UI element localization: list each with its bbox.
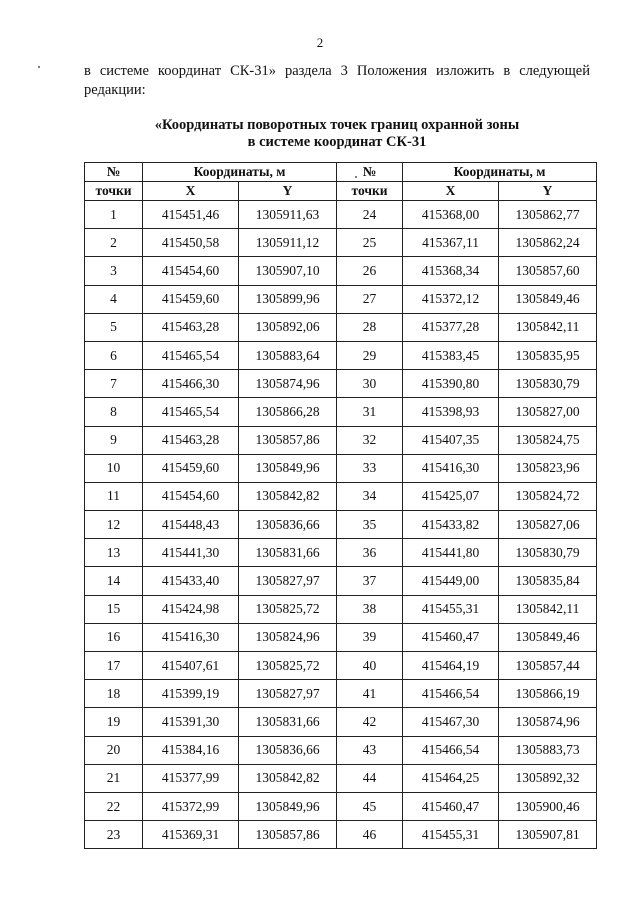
cell-point-number: 2	[85, 229, 143, 257]
table-title-line-2: в системе координат СК-31	[247, 134, 427, 150]
cell-point-number: 8	[85, 398, 143, 426]
cell-x-value: 415399,19	[143, 680, 239, 708]
cell-x-value: 415433,82	[403, 511, 499, 539]
cell-point-number: 25	[337, 229, 403, 257]
table-row	[85, 398, 597, 426]
table-row	[85, 652, 597, 680]
table-row	[85, 708, 597, 736]
cell-y-value: 1305824,72	[499, 482, 597, 510]
cell-y-value: 1305827,97	[239, 567, 337, 595]
cell-y-value: 1305830,79	[499, 370, 597, 398]
table-row	[85, 511, 597, 539]
cell-point-number: 11	[85, 482, 143, 510]
cell-x-value: 415367,11	[403, 229, 499, 257]
cell-point-number: 3	[85, 257, 143, 285]
cell-point-number: 7	[85, 370, 143, 398]
table-row	[85, 341, 597, 369]
cell-y-value: 1305836,66	[239, 511, 337, 539]
cell-point-number: 45	[337, 792, 403, 820]
cell-point-number: 1	[85, 201, 143, 229]
cell-x-value: 415454,60	[143, 482, 239, 510]
cell-x-value: 415425,07	[403, 482, 499, 510]
cell-x-value: 415368,00	[403, 201, 499, 229]
table-row	[85, 201, 597, 229]
cell-y-value: 1305842,11	[499, 313, 597, 341]
header-y-right: Y	[499, 182, 597, 201]
cell-y-value: 1305900,46	[499, 792, 597, 820]
header-point-number-right: №	[337, 163, 403, 182]
cell-point-number: 36	[337, 539, 403, 567]
cell-point-number: 41	[337, 680, 403, 708]
cell-x-value: 415377,99	[143, 764, 239, 792]
cell-x-value: 415407,61	[143, 652, 239, 680]
cell-x-value: 415466,30	[143, 370, 239, 398]
coordinates-table-body	[85, 201, 597, 849]
cell-x-value: 415464,19	[403, 652, 499, 680]
table-row	[85, 482, 597, 510]
cell-y-value: 1305824,75	[499, 426, 597, 454]
cell-y-value: 1305830,79	[499, 539, 597, 567]
cell-point-number: 15	[85, 595, 143, 623]
scan-speck	[38, 66, 40, 68]
cell-point-number: 31	[337, 398, 403, 426]
cell-x-value: 415372,99	[143, 792, 239, 820]
cell-y-value: 1305883,73	[499, 736, 597, 764]
cell-y-value: 1305825,72	[239, 652, 337, 680]
cell-x-value: 415416,30	[143, 623, 239, 651]
cell-point-number: 24	[337, 201, 403, 229]
cell-point-number: 46	[337, 821, 403, 849]
cell-point-number: 27	[337, 285, 403, 313]
cell-y-value: 1305849,46	[499, 285, 597, 313]
cell-point-number: 5	[85, 313, 143, 341]
cell-point-number: 17	[85, 652, 143, 680]
cell-y-value: 1305883,64	[239, 341, 337, 369]
cell-x-value: 415424,98	[143, 595, 239, 623]
cell-point-number: 12	[85, 511, 143, 539]
cell-point-number: 13	[85, 539, 143, 567]
cell-y-value: 1305899,96	[239, 285, 337, 313]
cell-x-value: 415465,54	[143, 341, 239, 369]
cell-y-value: 1305827,06	[499, 511, 597, 539]
table-row	[85, 426, 597, 454]
cell-y-value: 1305849,96	[239, 454, 337, 482]
cell-x-value: 415433,40	[143, 567, 239, 595]
header-coordinates-left: Координаты, м	[143, 163, 337, 182]
scan-speck	[355, 176, 357, 178]
cell-y-value: 1305824,96	[239, 623, 337, 651]
cell-y-value: 1305857,44	[499, 652, 597, 680]
cell-x-value: 415372,12	[403, 285, 499, 313]
cell-x-value: 415448,43	[143, 511, 239, 539]
cell-point-number: 19	[85, 708, 143, 736]
cell-point-number: 34	[337, 482, 403, 510]
cell-y-value: 1305862,77	[499, 201, 597, 229]
cell-x-value: 415460,47	[403, 623, 499, 651]
cell-x-value: 415454,60	[143, 257, 239, 285]
cell-x-value: 415459,60	[143, 285, 239, 313]
table-row	[85, 764, 597, 792]
cell-x-value: 415390,80	[403, 370, 499, 398]
cell-y-value: 1305849,46	[499, 623, 597, 651]
cell-y-value: 1305835,95	[499, 341, 597, 369]
header-point-number-left: №	[85, 163, 143, 182]
cell-y-value: 1305874,96	[499, 708, 597, 736]
page-number: 2	[316, 35, 324, 50]
cell-point-number: 37	[337, 567, 403, 595]
cell-y-value: 1305911,12	[239, 229, 337, 257]
table-header-row-1	[85, 163, 597, 182]
table-row	[85, 680, 597, 708]
cell-x-value: 415407,35	[403, 426, 499, 454]
cell-point-number: 42	[337, 708, 403, 736]
cell-point-number: 16	[85, 623, 143, 651]
table-row	[85, 623, 597, 651]
cell-point-number: 39	[337, 623, 403, 651]
table-row	[85, 567, 597, 595]
cell-x-value: 415369,31	[143, 821, 239, 849]
cell-y-value: 1305831,66	[239, 708, 337, 736]
table-row	[85, 313, 597, 341]
cell-y-value: 1305835,84	[499, 567, 597, 595]
header-x-right: X	[403, 182, 499, 201]
table-row	[85, 539, 597, 567]
cell-y-value: 1305907,10	[239, 257, 337, 285]
cell-y-value: 1305911,63	[239, 201, 337, 229]
cell-x-value: 415466,54	[403, 736, 499, 764]
coordinates-table	[84, 162, 597, 849]
cell-point-number: 40	[337, 652, 403, 680]
table-row	[85, 285, 597, 313]
cell-x-value: 415459,60	[143, 454, 239, 482]
cell-y-value: 1305831,66	[239, 539, 337, 567]
cell-y-value: 1305827,00	[499, 398, 597, 426]
cell-point-number: 44	[337, 764, 403, 792]
header-point-label-left: точки	[85, 182, 143, 201]
cell-y-value: 1305842,82	[239, 482, 337, 510]
cell-point-number: 26	[337, 257, 403, 285]
cell-x-value: 415449,00	[403, 567, 499, 595]
cell-y-value: 1305842,82	[239, 764, 337, 792]
cell-point-number: 38	[337, 595, 403, 623]
cell-x-value: 415451,46	[143, 201, 239, 229]
table-row	[85, 792, 597, 820]
cell-point-number: 28	[337, 313, 403, 341]
intro-paragraph: в системе координат СК-31» раздела 3 Положения изложить в следующей редакции:	[84, 63, 590, 98]
cell-point-number: 10	[85, 454, 143, 482]
cell-x-value: 415463,28	[143, 426, 239, 454]
cell-y-value: 1305874,96	[239, 370, 337, 398]
cell-y-value: 1305823,96	[499, 454, 597, 482]
cell-y-value: 1305849,96	[239, 792, 337, 820]
cell-x-value: 415368,34	[403, 257, 499, 285]
cell-y-value: 1305857,86	[239, 426, 337, 454]
cell-point-number: 43	[337, 736, 403, 764]
cell-x-value: 415455,31	[403, 595, 499, 623]
cell-point-number: 33	[337, 454, 403, 482]
cell-point-number: 32	[337, 426, 403, 454]
cell-point-number: 4	[85, 285, 143, 313]
cell-point-number: 6	[85, 341, 143, 369]
cell-point-number: 9	[85, 426, 143, 454]
cell-y-value: 1305836,66	[239, 736, 337, 764]
cell-y-value: 1305866,28	[239, 398, 337, 426]
cell-x-value: 415455,31	[403, 821, 499, 849]
table-title	[84, 117, 590, 151]
cell-x-value: 415466,54	[403, 680, 499, 708]
cell-x-value: 415464,25	[403, 764, 499, 792]
cell-point-number: 23	[85, 821, 143, 849]
cell-point-number: 29	[337, 341, 403, 369]
cell-y-value: 1305842,11	[499, 595, 597, 623]
cell-x-value: 415465,54	[143, 398, 239, 426]
cell-point-number: 22	[85, 792, 143, 820]
cell-x-value: 415391,30	[143, 708, 239, 736]
table-title-line-1: «Координаты поворотных точек границ охранной зоны	[154, 117, 520, 133]
cell-y-value: 1305892,06	[239, 313, 337, 341]
table-row	[85, 257, 597, 285]
header-x-left: X	[143, 182, 239, 201]
table-row	[85, 454, 597, 482]
cell-y-value: 1305857,60	[499, 257, 597, 285]
cell-x-value: 415467,30	[403, 708, 499, 736]
cell-y-value: 1305866,19	[499, 680, 597, 708]
table-row	[85, 736, 597, 764]
header-y-left: Y	[239, 182, 337, 201]
cell-y-value: 1305862,24	[499, 229, 597, 257]
table-row	[85, 370, 597, 398]
table-header-row-2	[85, 182, 597, 201]
cell-y-value: 1305827,97	[239, 680, 337, 708]
cell-x-value: 415377,28	[403, 313, 499, 341]
cell-x-value: 415416,30	[403, 454, 499, 482]
table-row	[85, 229, 597, 257]
cell-point-number: 21	[85, 764, 143, 792]
cell-x-value: 415441,80	[403, 539, 499, 567]
header-point-label-right: точки	[337, 182, 403, 201]
cell-point-number: 35	[337, 511, 403, 539]
cell-point-number: 30	[337, 370, 403, 398]
cell-y-value: 1305825,72	[239, 595, 337, 623]
table-row	[85, 595, 597, 623]
cell-x-value: 415460,47	[403, 792, 499, 820]
cell-point-number: 18	[85, 680, 143, 708]
cell-x-value: 415398,93	[403, 398, 499, 426]
cell-point-number: 14	[85, 567, 143, 595]
cell-y-value: 1305857,86	[239, 821, 337, 849]
cell-y-value: 1305907,81	[499, 821, 597, 849]
cell-x-value: 415450,58	[143, 229, 239, 257]
header-coordinates-right: Координаты, м	[403, 163, 597, 182]
table-row	[85, 821, 597, 849]
cell-x-value: 415463,28	[143, 313, 239, 341]
cell-x-value: 415441,30	[143, 539, 239, 567]
cell-x-value: 415383,45	[403, 341, 499, 369]
cell-point-number: 20	[85, 736, 143, 764]
cell-y-value: 1305892,32	[499, 764, 597, 792]
cell-x-value: 415384,16	[143, 736, 239, 764]
